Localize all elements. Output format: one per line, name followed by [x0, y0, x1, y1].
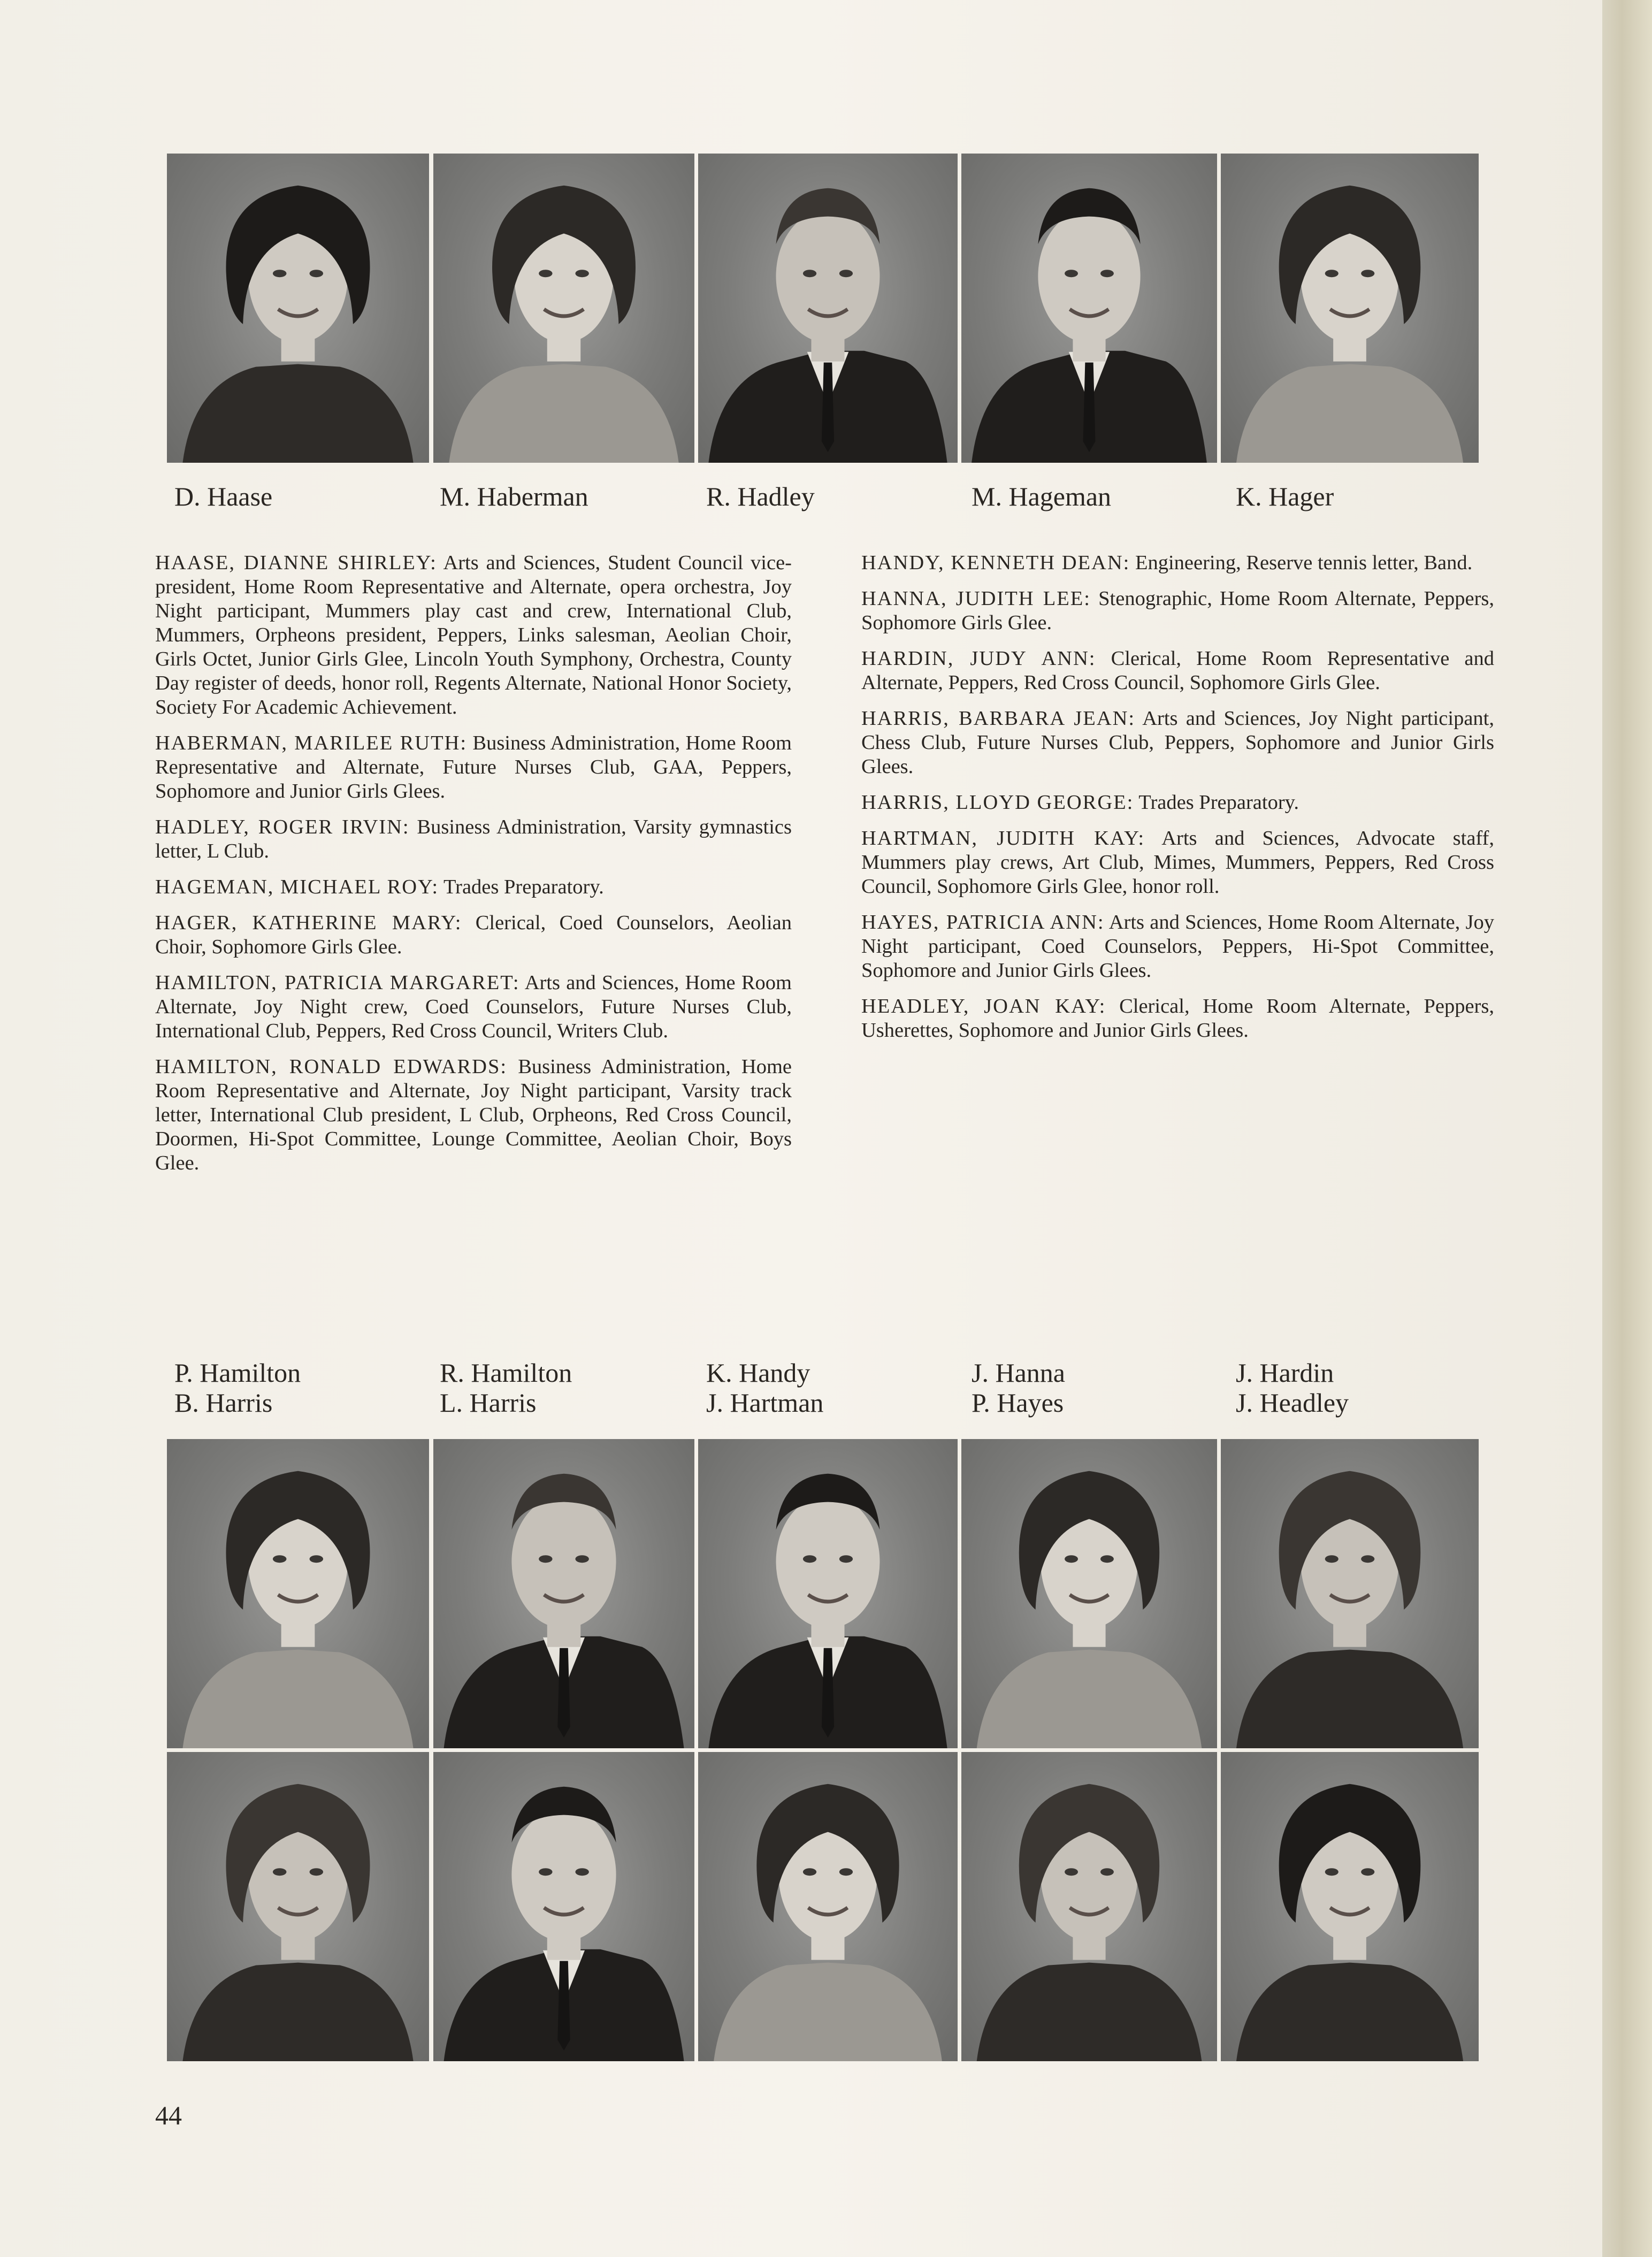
portrait-photo — [167, 154, 429, 463]
portrait-caption: J. Hardin — [1236, 1358, 1334, 1388]
activity-list: Arts and Sciences, Advocate staff, Mummers play crews, Art Club, Mimes, Mummers, Peppers, Red Cross Council, Sophomore Girls Glee, honor roll. — [861, 827, 1494, 898]
activity-list: Trades Preparatory. — [443, 876, 604, 898]
activity-list: Arts and Sciences, Home Room Alternate, Joy Night crew, Coed Counselors, Future Nurses Club, International Club, Peppers, Red Cross Council, Writers Club. — [155, 971, 792, 1042]
student-name: HARRIS, BARBARA JEAN: — [861, 707, 1136, 730]
portrait-photo — [167, 1439, 429, 1748]
portrait-caption: P. Hayes — [972, 1388, 1064, 1418]
student-name: HARRIS, LLOYD GEORGE: — [861, 791, 1134, 814]
biography-entry — [155, 911, 792, 959]
portrait-photo — [433, 1439, 694, 1748]
student-name: HAMILTON, PATRICIA MARGARET: — [155, 971, 520, 994]
portrait-photo — [961, 154, 1217, 463]
activity-list: Trades Preparatory. — [1138, 791, 1299, 814]
portrait-photo — [433, 1752, 694, 2061]
portrait-caption: M. Hageman — [972, 481, 1112, 511]
portrait-photo — [1221, 154, 1479, 463]
activity-list: Stenographic, Home Room Alternate, Peppers, Sophomore Girls Glee. — [861, 587, 1495, 634]
student-name: HARDIN, JUDY ANN: — [861, 647, 1096, 670]
biography-entry — [155, 875, 792, 899]
portrait-caption: K. Hager — [1236, 481, 1334, 511]
left-biography-column — [155, 551, 792, 1187]
student-name: HAYES, PATRICIA ANN: — [861, 911, 1105, 934]
biography-entry — [861, 994, 1494, 1043]
portrait-caption: J. Headley — [1236, 1388, 1349, 1418]
portrait-caption: J. Hartman — [706, 1388, 824, 1418]
biography-entry — [155, 551, 792, 720]
portrait-photo — [433, 154, 694, 463]
portrait-photo — [167, 1752, 429, 2061]
portrait-caption: R. Hadley — [706, 481, 815, 511]
biography-entry — [861, 587, 1494, 635]
binding-edge — [1602, 0, 1652, 2257]
portrait-photo — [698, 1439, 958, 1748]
student-name: HARTMAN, JUDITH KAY: — [861, 827, 1145, 850]
portrait-caption: R. Hamilton — [440, 1358, 572, 1388]
portrait-caption: L. Harris — [440, 1388, 537, 1418]
biography-entry — [155, 815, 792, 863]
biography-entry — [861, 827, 1494, 899]
biography-entry — [861, 791, 1494, 815]
activity-list: Business Administration, Home Room Representative and Alternate, Joy Night participant, Varsity track letter, International Club president, L Club, Orpheons, Red Cross Council, Doormen, Hi-Spot Committee, Lounge Committee, Aeolian Choir, Boys Glee. — [155, 1055, 792, 1174]
portrait-caption: P. Hamilton — [174, 1358, 301, 1388]
activity-list: Clerical, Home Room Representative and Alternate, Peppers, Red Cross Council, Sophomore Girls Glee. — [861, 647, 1494, 694]
portrait-photo — [961, 1752, 1217, 2061]
biography-entry — [155, 731, 792, 804]
portrait-caption: D. Haase — [174, 481, 273, 511]
portrait-photo — [698, 1752, 958, 2061]
activity-list: Clerical, Home Room Alternate, Peppers, Usherettes, Sophomore and Junior Girls Glees. — [861, 995, 1494, 1042]
student-name: HAASE, DIANNE SHIRLEY: — [155, 552, 437, 574]
student-name: HAGER, KATHERINE MARY: — [155, 912, 462, 934]
portrait-photo — [1221, 1439, 1479, 1748]
activity-list: Clerical, Coed Counselors, Aeolian Choir, Sophomore Girls Glee. — [155, 912, 792, 958]
activity-list: Business Administration, Varsity gymnastics letter, L Club. — [155, 816, 792, 862]
portrait-photo — [698, 154, 958, 463]
biography-entry — [861, 911, 1494, 983]
student-name: HANDY, KENNETH DEAN: — [861, 552, 1130, 574]
activity-list: Arts and Sciences, Joy Night participant, Chess Club, Future Nurses Club, Peppers, Sophomore and Junior Girls Glees. — [861, 707, 1494, 778]
portrait-caption: M. Haberman — [440, 481, 588, 511]
page-number: 44 — [155, 2100, 182, 2130]
student-name: HAGEMAN, MICHAEL ROY: — [155, 876, 439, 898]
biography-entry — [861, 551, 1494, 575]
student-name: HAMILTON, RONALD EDWARDS: — [155, 1055, 508, 1078]
portrait-caption: J. Hanna — [972, 1358, 1065, 1388]
student-name: HADLEY, ROGER IRVIN: — [155, 816, 410, 838]
portrait-caption: B. Harris — [174, 1388, 273, 1418]
activity-list: Business Administration, Home Room Representative and Alternate, Future Nurses Club, GAA, Peppers, Sophomore and Junior Girls Glees. — [155, 732, 792, 802]
right-biography-column — [861, 551, 1494, 1054]
activity-list: Arts and Sciences, Student Council vice-president, Home Room Representative and Alternate, opera orchestra, Joy Night participant, Mummers play cast and crew, International Club, Mummers, Orpheons president, Peppers, Links salesman, Aeolian Choir, Girls Octet, Junior Girls Glee, Lincoln Youth Symphony, Orchestra, County Day register of deeds, honor roll, Regents Alternate, National Honor Society, Society For Academic Achievement. — [155, 552, 792, 718]
biography-entry — [861, 707, 1494, 779]
biography-entry — [155, 1055, 792, 1175]
portrait-photo — [961, 1439, 1217, 1748]
activity-list: Arts and Sciences, Home Room Alternate, Joy Night participant, Coed Counselors, Peppers, Hi-Spot Committee, Sophomore and Junior Girls Glees. — [861, 911, 1494, 982]
student-name: HEADLEY, JOAN KAY: — [861, 995, 1106, 1017]
activity-list: Engineering, Reserve tennis letter, Band. — [1135, 552, 1473, 574]
portrait-photo — [1221, 1752, 1479, 2061]
student-name: HABERMAN, MARILEE RUTH: — [155, 732, 468, 754]
student-name: HANNA, JUDITH LEE: — [861, 587, 1091, 610]
portrait-caption: K. Handy — [706, 1358, 810, 1388]
biography-entry — [155, 971, 792, 1043]
biography-entry — [861, 647, 1494, 695]
